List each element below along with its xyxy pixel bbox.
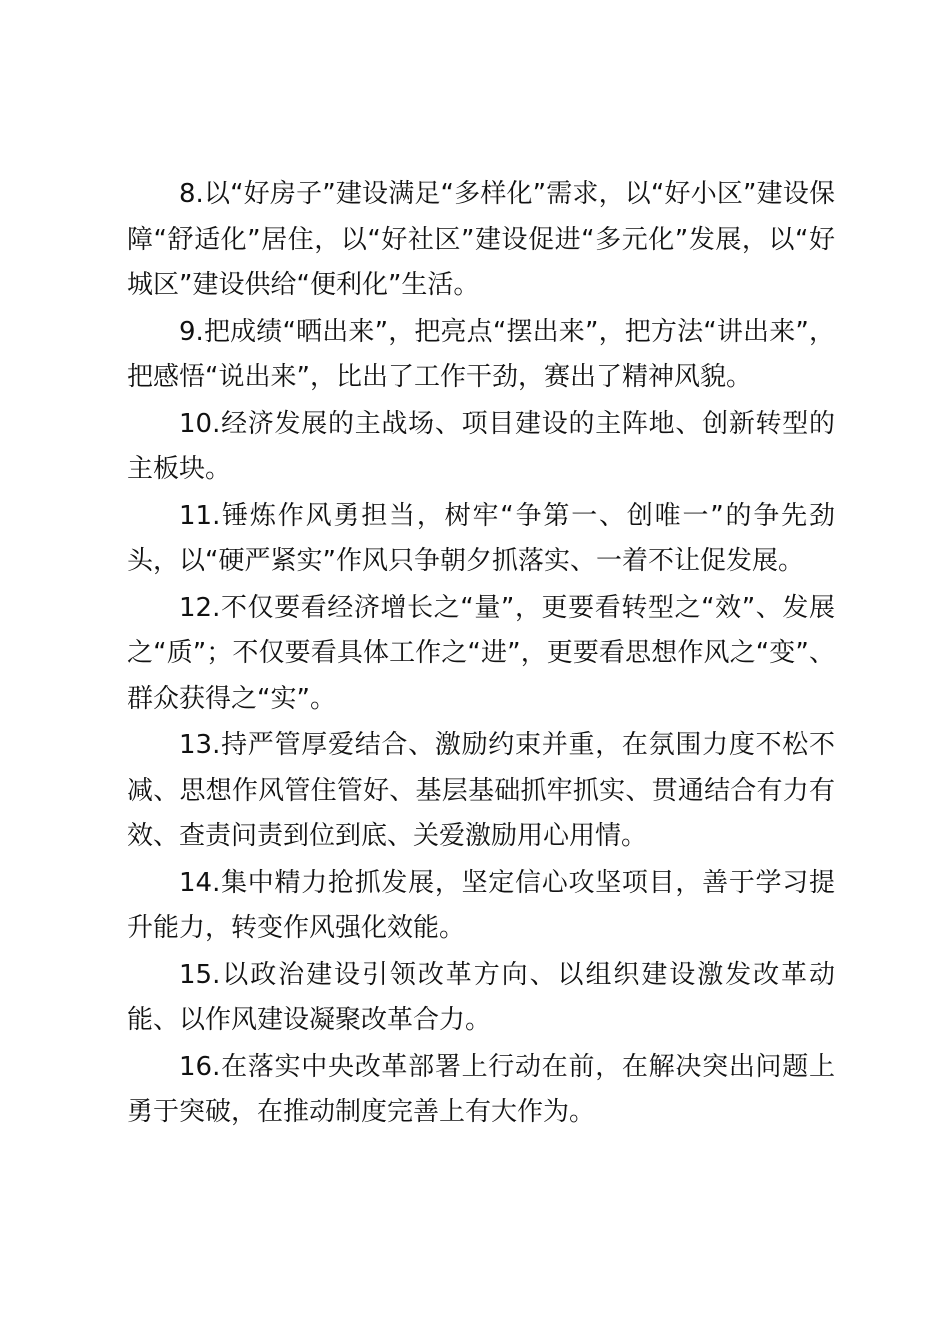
paragraph-10: 10.经济发展的主战场、项目建设的主阵地、创新转型的主板块。 xyxy=(127,408,835,484)
paragraph-9: 9.把成绩“晒出来”，把亮点“摆出来”，把方法“讲出来”，把感悟“说出来”，比出了工作干劲，赛出了精神风貌。 xyxy=(127,316,835,392)
paragraph-12: 12.不仅要看经济增长之“量”，更要看转型之“效”、发展之“质”；不仅要看具体工作之“进”，更要看思想作风之“变”、群众获得之“实”。 xyxy=(127,592,835,714)
paragraph-13: 13.持严管厚爱结合、激励约束并重，在氛围力度不松不减、思想作风管住管好、基层基础抓牢抓实、贯通结合有力有效、查责问责到位到底、关爱激励用心用情。 xyxy=(127,730,835,851)
paragraph-11: 11.锤炼作风勇担当，树牢“争第一、创唯一”的争先劲头，以“硬严紧实”作风只争朝夕抓落实、一着不让促发展。 xyxy=(127,500,835,576)
paragraph-15: 15.以政治建设引领改革方向、以组织建设激发改革动能、以作风建设凝聚改革合力。 xyxy=(127,959,835,1035)
paragraph-14: 14.集中精力抢抓发展，坚定信心攻坚项目，善于学习提升能力，转变作风强化效能。 xyxy=(127,867,835,943)
document-body xyxy=(127,172,835,1137)
paragraph-8: 8.以“好房子”建设满足“多样化”需求，以“好小区”建设保障“舒适化”居住，以“好社区”建设促进“多元化”发展，以“好城区”建设供给“便利化”生活。 xyxy=(127,179,835,300)
paragraph-16: 16.在落实中央改革部署上行动在前，在解决突出问题上勇于突破，在推动制度完善上有大作为。 xyxy=(127,1051,835,1127)
